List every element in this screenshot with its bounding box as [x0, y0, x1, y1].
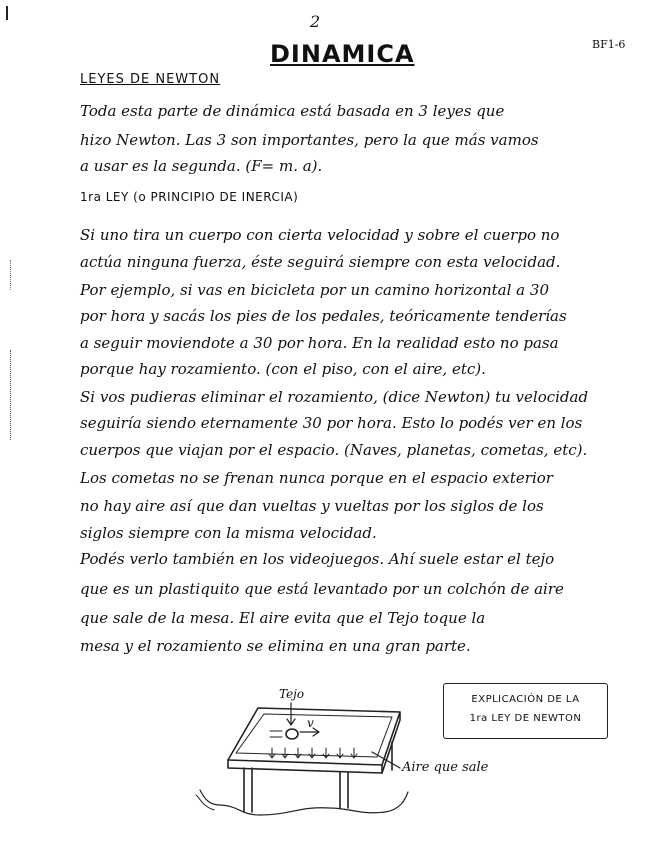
law1-line: a seguir moviendote a 30 por hora. En la realidad esto no pasa [80, 334, 559, 352]
box-line-1: EXPLICACIÓN DE LA [471, 694, 580, 705]
tejo-label: Tejo [279, 687, 305, 701]
section-heading: LEYES DE NEWTON [80, 72, 221, 87]
law1-line: que sale de la mesa. El aire evita que el Tejo toque la [80, 609, 486, 627]
air-label: Aire que sale [402, 760, 489, 775]
law1-line: seguiría siendo eternamente 30 por hora. Esto lo podés ver en los [80, 414, 583, 432]
law1-line: Los cometas no se frenan nunca porque en el espacio exterior [80, 469, 553, 487]
law1-line: que es un plastiquito que está levantado por un colchón de aire [80, 580, 564, 598]
law1-line: Si vos pudieras eliminar el rozamiento, (dice Newton) tu velocidad [80, 388, 589, 406]
law1-heading: 1ra LEY (o PRINCIPIO DE INERCIA) [80, 190, 299, 204]
intro-line: hizo Newton. Las 3 son importantes, pero la que más vamos [80, 131, 539, 149]
box-line-2: 1ra LEY DE NEWTON [469, 713, 582, 724]
explanation-box [443, 683, 608, 739]
page-number: 2 [310, 12, 321, 31]
intro-line: Toda esta parte de dinámica está basada en 3 leyes que [80, 102, 505, 120]
law1-line: Si uno tira un cuerpo con cierta velocidad y sobre el cuerpo no [80, 226, 560, 244]
velocity-label: v [307, 716, 314, 730]
law1-line: no hay aire así que dan vueltas y vueltas por los siglos de los [80, 497, 544, 515]
page-title: DINAMICA [270, 40, 415, 68]
law1-line: siglos siempre con la misma velocidad. [80, 524, 377, 542]
law1-line: actúa ninguna fuerza, éste seguirá siempre con esta velocidad. [80, 253, 561, 271]
intro-line: a usar es la segunda. (F= m. a). [80, 157, 323, 175]
law1-line: por hora y sacás los pies de los pedales, teóricamente tenderías [80, 307, 567, 325]
law1-line: cuerpos que viajan por el espacio. (Naves, planetas, cometas, etc). [80, 441, 588, 459]
law1-line: porque hay rozamiento. (con el piso, con el aire, etc). [80, 360, 486, 378]
law1-line: Podés verlo también en los videojuegos. Ahí suele estar el tejo [80, 550, 555, 568]
law1-line: Por ejemplo, si vas en bicicleta por un camino horizontal a 30 [80, 281, 549, 299]
law1-line: mesa y el rozamiento se elimina en una gran parte. [80, 637, 471, 655]
page-code: BF1-6 [592, 38, 626, 51]
